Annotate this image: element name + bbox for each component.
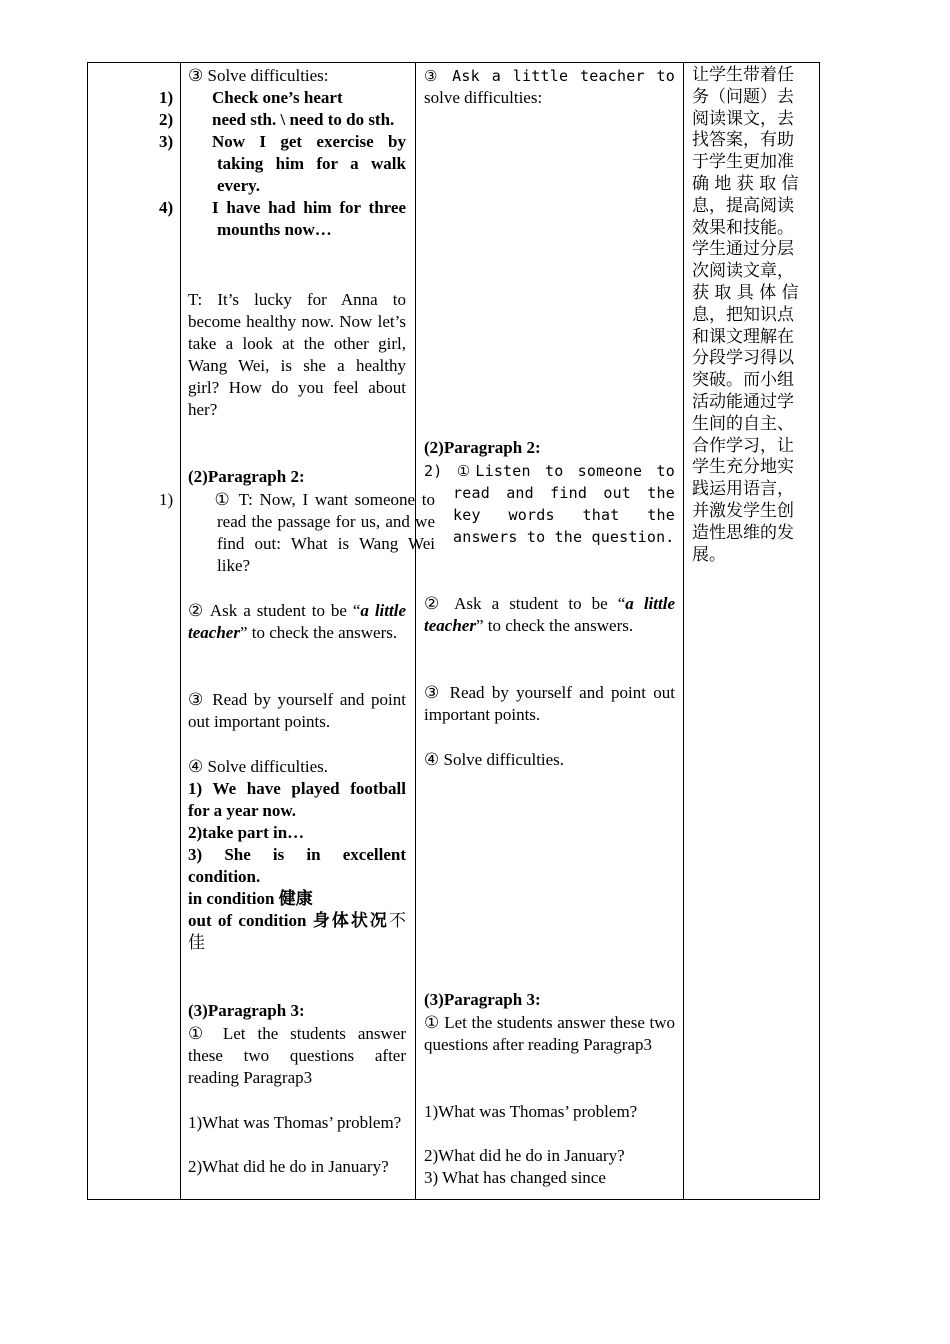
lesson-plan-table — [87, 62, 820, 1200]
p2-step-2: ② Ask a student to be “a little teacher” to check the answers. — [188, 601, 406, 642]
p2-title-student: (2)Paragraph 2: — [424, 438, 541, 457]
p2-step-4: ④ Solve difficulties. — [188, 757, 329, 776]
p2-diff-1: 1) We have played football for a year now. — [188, 779, 406, 820]
p3-q2-student: 2)What did he do in January? — [424, 1146, 625, 1165]
p2-diff-2: 2)take part in… — [188, 823, 305, 842]
p2-step-1-student: 2) ①Listen to someone to read and find out the key words that the answers to the question. — [424, 462, 675, 546]
teacher-activity-cell — [159, 63, 435, 1200]
p3-q1: 1)What was Thomas’ problem? — [188, 1113, 402, 1132]
design-intent-cell — [684, 63, 820, 1200]
p2-step-1: 1) ① T: Now, I want someone to read the passage for us, and we find out: What is Wang Wei like? — [159, 490, 435, 575]
solve-item-4: 4) I have had him for three mounths now… — [159, 198, 406, 239]
p2-step-3: ③ Read by yourself and point out important points. — [188, 690, 406, 731]
solve-item-2: 2) need sth. \ need to do sth. — [159, 110, 395, 129]
stage-column-cell — [88, 63, 181, 1200]
design-intent-text: 让学生带着任 务（问题）去 阅读课文，去 找答案，有助 于学生更加准 确 地 获 取 信 息，提高阅读 效果和技能。 学生通过分层 次阅读文章， 获 取 具 体 信 息，把知识点 和课文理解在 分段学习得以 突破。而小组 活动能通过学 生间的自主、 合作学习，让 学生充分地实 践运用语言， 并激发学生创 造性思维的发 展。 — [692, 65, 799, 565]
ask-line-1: ③ Ask a little teacher to — [424, 67, 675, 85]
p2-step-2-student: ② Ask a student to be “a little teacher” to check the answers. — [424, 594, 675, 635]
p3-title-student: (3)Paragraph 3: — [424, 990, 541, 1009]
p2-step-4-student: ④ Solve difficulties. — [424, 750, 565, 769]
p3-step-1-student: ① Let the students answer these two questions after reading Paragrap3 — [424, 1013, 675, 1054]
ask-line-2: solve difficulties: — [424, 88, 543, 107]
solve-item-3: 3) Now I get exercise by taking him for a walk every. — [159, 132, 406, 195]
p2-difficulties — [188, 778, 406, 954]
solve-difficulties-block — [159, 65, 406, 241]
p2-step-3-student: ③ Read by yourself and point out important points. — [424, 683, 675, 724]
p3-title: (3)Paragraph 3: — [188, 1001, 305, 1020]
p2-title: (2)Paragraph 2: — [188, 467, 305, 486]
p3-q1-student: 1)What was Thomas’ problem? — [424, 1102, 638, 1121]
p2-diff-3: 3) She is in excellent condition. — [188, 845, 406, 886]
solve-item-1: 1) Check one’s heart — [159, 88, 343, 107]
p2-diff-4: in condition 健康 — [188, 889, 313, 908]
p3-step-1: ① Let the students answer these two questions after reading Paragrap3 — [188, 1024, 406, 1087]
ask-little-teacher — [424, 65, 675, 109]
p3-q3-student: 3) What has changed since — [424, 1168, 606, 1187]
solve-header: ③ Solve difficulties: — [188, 66, 329, 85]
teacher-talk: T: It’s lucky for Anna to become healthy now. Now let’s take a look at the other girl, Wang Wei, is she a healthy girl? How do you feel about her? — [188, 290, 406, 419]
p3-q2: 2)What did he do in January? — [188, 1157, 389, 1176]
student-activity-cell — [416, 63, 684, 1200]
table-row — [88, 63, 820, 1200]
p2-diff-5: out of condition 身体状况不佳 — [188, 911, 406, 952]
